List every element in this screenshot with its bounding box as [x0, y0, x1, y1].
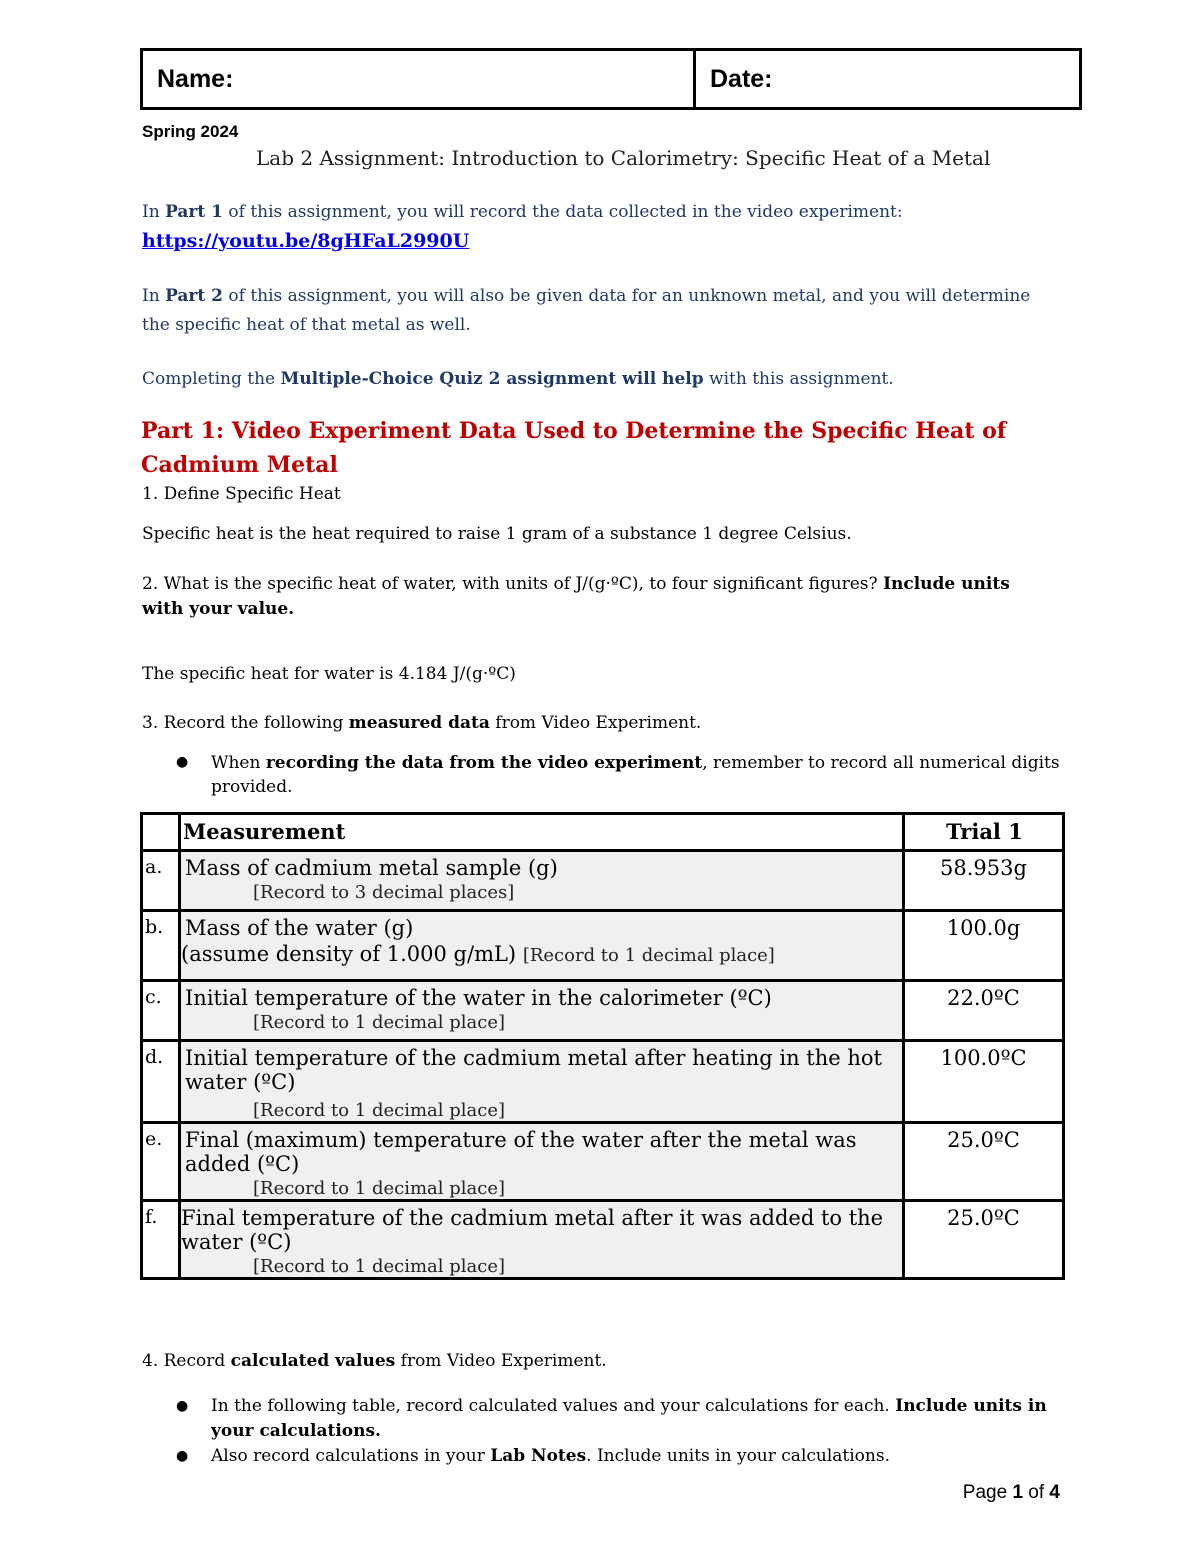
table-row: [142, 1201, 1064, 1279]
row-trial-value[interactable]: 100.0g: [946, 916, 1021, 940]
row-measurement: Initial temperature of the cadmium metal after heating in the hot water (ºC): [185, 1046, 882, 1094]
page-number: Page 1 of 4: [962, 1482, 1060, 1503]
table-row: [142, 911, 1064, 981]
q2-question-line2: with your value.: [142, 599, 295, 619]
q1-question: 1. Define Specific Heat: [142, 484, 341, 504]
q4-bullet1-line2: your calculations.: [211, 1421, 381, 1441]
row-note: [Record to 1 decimal place]: [253, 1012, 506, 1033]
row-measurement: Mass of the water (g): [185, 916, 414, 940]
q4-bullet2: Also record calculations in your Lab Notes. Include units in your calculations.: [211, 1446, 890, 1466]
row-index: b.: [145, 916, 164, 938]
semester-label: Spring 2024: [142, 122, 239, 141]
q4-bullet1-line1: In the following table, record calculated values and your calculations for each. Include units in: [211, 1396, 1047, 1416]
intro-quiz-note: Completing the Multiple-Choice Quiz 2 assignment will help with this assignment.: [142, 369, 894, 389]
q2-question-line1: 2. What is the specific heat of water, with units of J/(g·ºC), to four significant figures? Include units: [142, 574, 1010, 594]
row-measurement: Initial temperature of the water in the calorimeter (ºC): [185, 986, 772, 1010]
table-header-row: [142, 814, 1064, 851]
name-field[interactable]: [143, 51, 696, 107]
q3-bullet-line2: provided.: [211, 777, 293, 797]
video-link[interactable]: https://youtu.be/8gHFaL2990U: [142, 230, 470, 252]
row-index: c.: [145, 986, 162, 1008]
q3-question: 3. Record the following measured data from Video Experiment.: [142, 713, 702, 733]
row-trial-value[interactable]: 25.0ºC: [947, 1206, 1020, 1230]
row-index: d.: [145, 1046, 164, 1068]
document-title: Lab 2 Assignment: Introduction to Calorimetry: Specific Heat of a Metal: [256, 146, 991, 170]
row-index: f.: [145, 1206, 158, 1228]
row-trial-value[interactable]: 25.0ºC: [947, 1128, 1020, 1152]
row-trial-value[interactable]: 22.0ºC: [947, 986, 1020, 1010]
table-row: [142, 1123, 1064, 1201]
row-trial-value[interactable]: 58.953g: [940, 856, 1027, 880]
name-label: Name:: [157, 64, 234, 93]
row-index: a.: [145, 856, 163, 878]
bullet-icon: ●: [176, 1398, 189, 1414]
row-note: [Record to 1 decimal place]: [253, 1256, 506, 1277]
bullet-icon: ●: [176, 754, 189, 770]
table-row: [142, 981, 1064, 1041]
row-note: [Record to 1 decimal place]: [522, 945, 775, 966]
date-label: Date:: [710, 64, 773, 93]
bullet-icon: ●: [176, 1448, 189, 1464]
row-note: [Record to 1 decimal place]: [253, 1100, 506, 1121]
row-measurement-line2: (assume density of 1.000 g/mL) [Record to 1 decimal place]: [181, 942, 775, 966]
row-measurement: Mass of cadmium metal sample (g): [185, 856, 558, 880]
q2-answer: The specific heat for water is 4.184 J/(g·ºC): [142, 664, 516, 684]
q4-question: 4. Record calculated values from Video Experiment.: [142, 1351, 607, 1371]
header-index-cell: [142, 814, 180, 851]
intro-part2-line1: In Part 2 of this assignment, you will also be given data for an unknown metal, and you will determine: [142, 286, 1031, 306]
intro-part2-line2: the specific heat of that metal as well.: [142, 315, 471, 335]
row-trial-value[interactable]: 100.0ºC: [940, 1046, 1027, 1070]
q3-bullet-line1: When recording the data from the video experiment, remember to record all numerical digits: [211, 753, 1060, 773]
table-row: [142, 851, 1064, 911]
part1-heading: Part 1: Video Experiment Data Used to Determine the Specific Heat of Cadmium Metal: [141, 418, 1007, 478]
date-field[interactable]: [696, 51, 1079, 107]
header-trial: Trial 1: [904, 814, 1064, 851]
row-measurement: Final temperature of the cadmium metal after it was added to the water (ºC): [181, 1206, 884, 1254]
intro-part1: In Part 1 of this assignment, you will record the data collected in the video experiment:: [142, 202, 903, 222]
measured-data-table: [140, 812, 1065, 1280]
row-index: e.: [145, 1128, 163, 1150]
q1-answer: Specific heat is the heat required to raise 1 gram of a substance 1 degree Celsius.: [142, 524, 852, 544]
row-measurement: Final (maximum) temperature of the water after the metal was added (ºC): [185, 1128, 857, 1176]
table-row: [142, 1041, 1064, 1123]
row-note: [Record to 1 decimal place]: [253, 1178, 506, 1199]
header-measurement: Measurement: [180, 814, 904, 851]
name-date-box: [140, 48, 1082, 110]
row-note: [Record to 3 decimal places]: [253, 882, 515, 903]
